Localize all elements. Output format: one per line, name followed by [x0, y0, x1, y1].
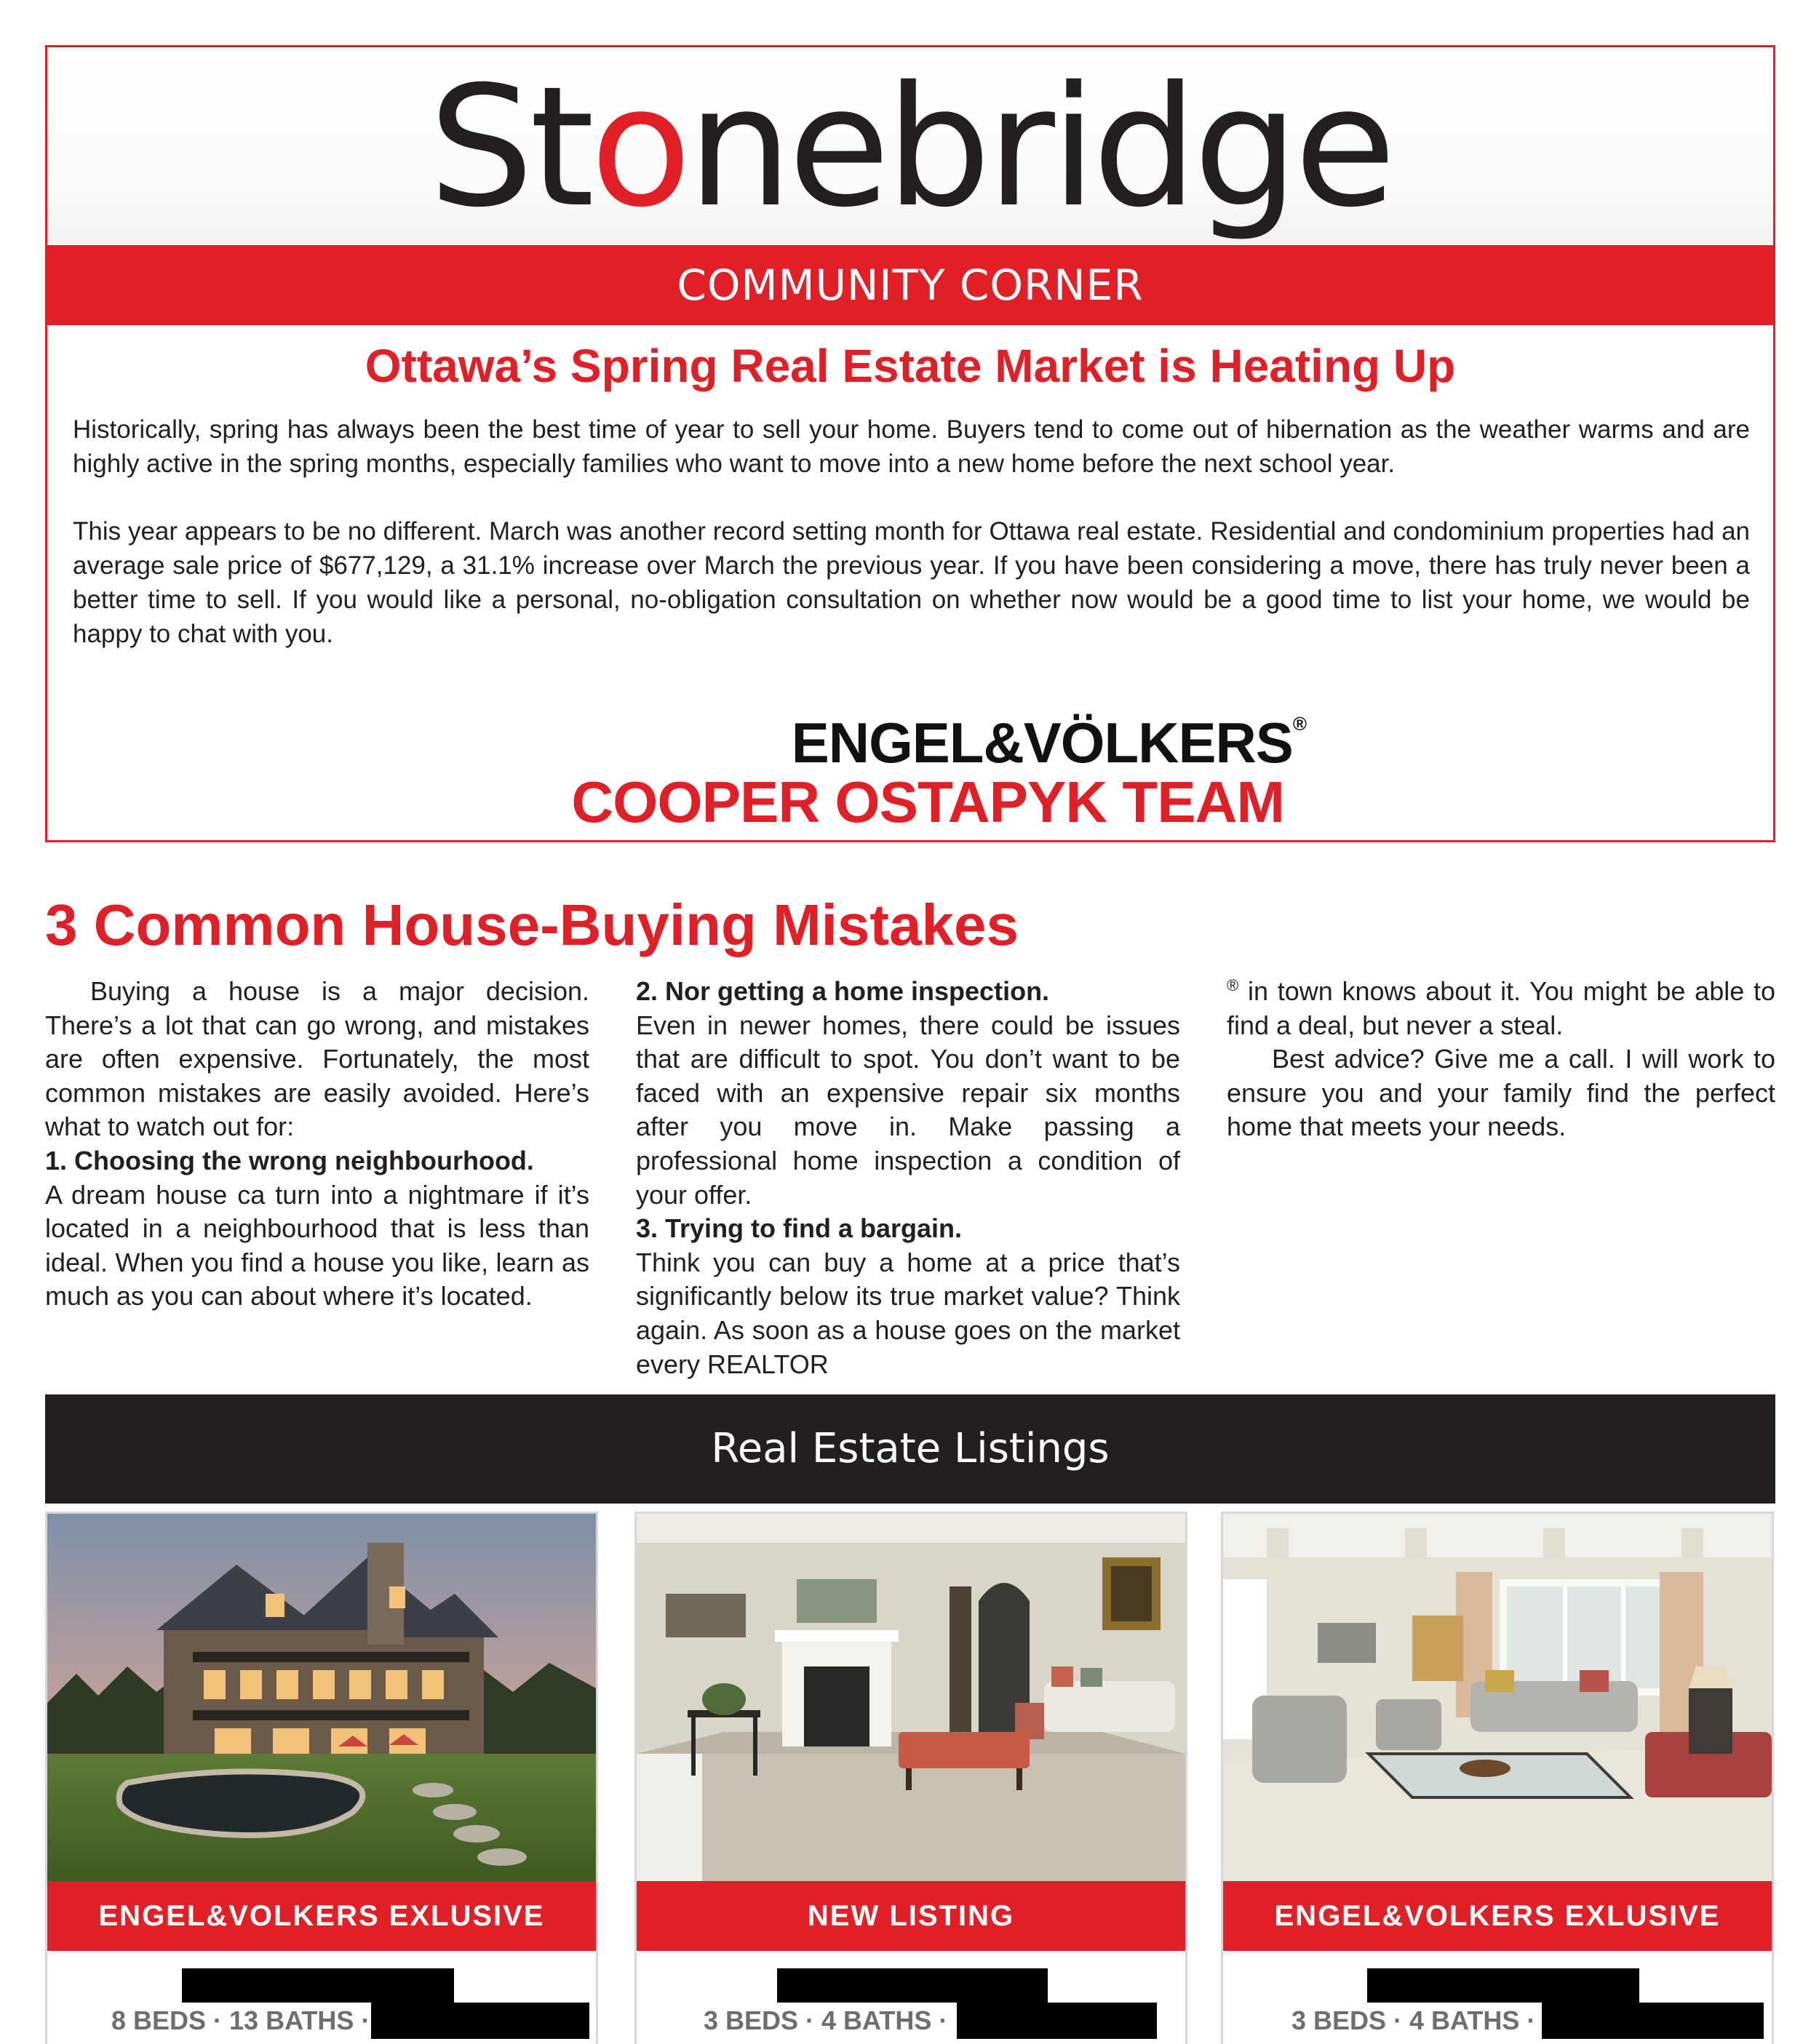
- listing-tag: ENGEL&VOLKERS EXLUSIVE: [1223, 1881, 1772, 1951]
- article-title: Ottawa’s Spring Real Estate Market is Heating Up: [365, 340, 1456, 392]
- mistake-3-heading: 3. Trying to find a bargain.: [636, 1213, 963, 1244]
- mistake-3-text-part-1: Think you can buy a home at a price that’s significantly below its true market value? Think again. As soon as a house goes on the market every REALTOR: [636, 1247, 1180, 1379]
- listing-specs: 3 BEDS · 4 BATHS ·: [704, 2005, 948, 2035]
- bright-living-room-photo[interactable]: [1223, 1514, 1772, 1881]
- mistakes-article-title: 3 Common House-Buying Mistakes: [45, 893, 1019, 957]
- logo-text-end: nebridge: [687, 50, 1392, 244]
- mistake-3-text-continued: [1227, 975, 1775, 1042]
- engel-volkers-team-logo: [47, 709, 1773, 833]
- redacted-text-bar: [1542, 2003, 1764, 2039]
- listing-specs: 8 BEDS · 13 BATHS ·: [111, 2005, 370, 2035]
- mistake-1-text: A dream house ca turn into a nightmare if it’s located in a neighbourhood that is less than ideal. When you find a house you like, learn as much as you can about where it’s located.: [45, 1179, 589, 1312]
- registered-mark: ®: [1292, 713, 1306, 735]
- masthead: [47, 47, 1773, 245]
- mistake-2-heading: 2. Nor getting a home inspection.: [636, 976, 1050, 1006]
- article-column-2: [636, 975, 1180, 1381]
- engel-volkers-name: ENGEL&VÖLKERS: [791, 711, 1293, 775]
- mistake-3-text-part-2: in town knows about it. You might be able to find a deal, but never a steal.: [1227, 976, 1775, 1040]
- mistake-2-text: Even in newer homes, there could be issues that are difficult to spot. You don’t want to be faced with an expensive repair six months after you move in. Make passing a professional home inspection a condition of your offer.: [636, 1010, 1180, 1210]
- redacted-text-bar: [957, 2003, 1157, 2039]
- engel-volkers-wordmark: [680, 709, 1306, 776]
- redacted-text-bar: [371, 2003, 589, 2039]
- mistake-1-heading: 1. Choosing the wrong neighbourhood.: [45, 1145, 534, 1175]
- redacted-text-bar: [1367, 1968, 1639, 2003]
- redacted-text-bar: [182, 1968, 454, 2003]
- listing-card[interactable]: [1221, 1512, 1774, 2044]
- living-room-fireplace-photo[interactable]: [637, 1514, 1185, 1881]
- listing-card[interactable]: [45, 1512, 598, 2044]
- stonebridge-logo: [429, 50, 1392, 244]
- article-intro: Buying a house is a major decision. There’s a lot that can go wrong, and mistakes are often expensive. Fortunately, the most common mistakes are easily avoided. Here’s what to watch out for:: [45, 976, 589, 1142]
- redacted-text-bar: [777, 1968, 1048, 2003]
- article-paragraph-1: Historically, spring has always been the best time of year to sell your home. Buyers tend to come out of hibernation as the weather warms and are highly active in the spring months, especially families who want to move into a new home before the next school year.: [73, 415, 1750, 478]
- listing-tag: NEW LISTING: [637, 1881, 1185, 1951]
- closing-advice: Best advice? Give me a call. I will work to ensure you and your family find the perfect home that meets your needs.: [1227, 1044, 1775, 1142]
- logo-text-start: St: [429, 50, 591, 244]
- community-corner-box: [45, 45, 1775, 842]
- listings-header: Real Estate Listings: [45, 1394, 1775, 1504]
- listing-specs: 3 BEDS · 4 BATHS ·: [1291, 2005, 1536, 2035]
- article-column-3: [1227, 975, 1775, 1144]
- community-corner-banner: COMMUNITY CORNER: [47, 245, 1773, 325]
- article-paragraph-2: This year appears to be no different. March was another record setting month for Ottawa real estate. Residential and condominium properties had an average sale price of $677,129, a 31.1% increase over March the previous year. If you have been considering a move, there has truly never been a better time to sell. If you would like a personal, no-obligation consultation on whether now would be a good time to list your home, we would be happy to chat with you.: [73, 517, 1750, 648]
- stone-mansion-photo[interactable]: [47, 1514, 596, 1881]
- listing-tag: ENGEL&VOLKERS EXLUSIVE: [47, 1881, 596, 1951]
- article-column-1: [45, 975, 589, 1314]
- logo-text-accent: o: [590, 50, 688, 244]
- realtor-registered-mark: ®: [1227, 976, 1239, 994]
- listing-card[interactable]: [634, 1512, 1187, 2044]
- team-name: COOPER OSTAPYK TEAM: [571, 770, 1284, 834]
